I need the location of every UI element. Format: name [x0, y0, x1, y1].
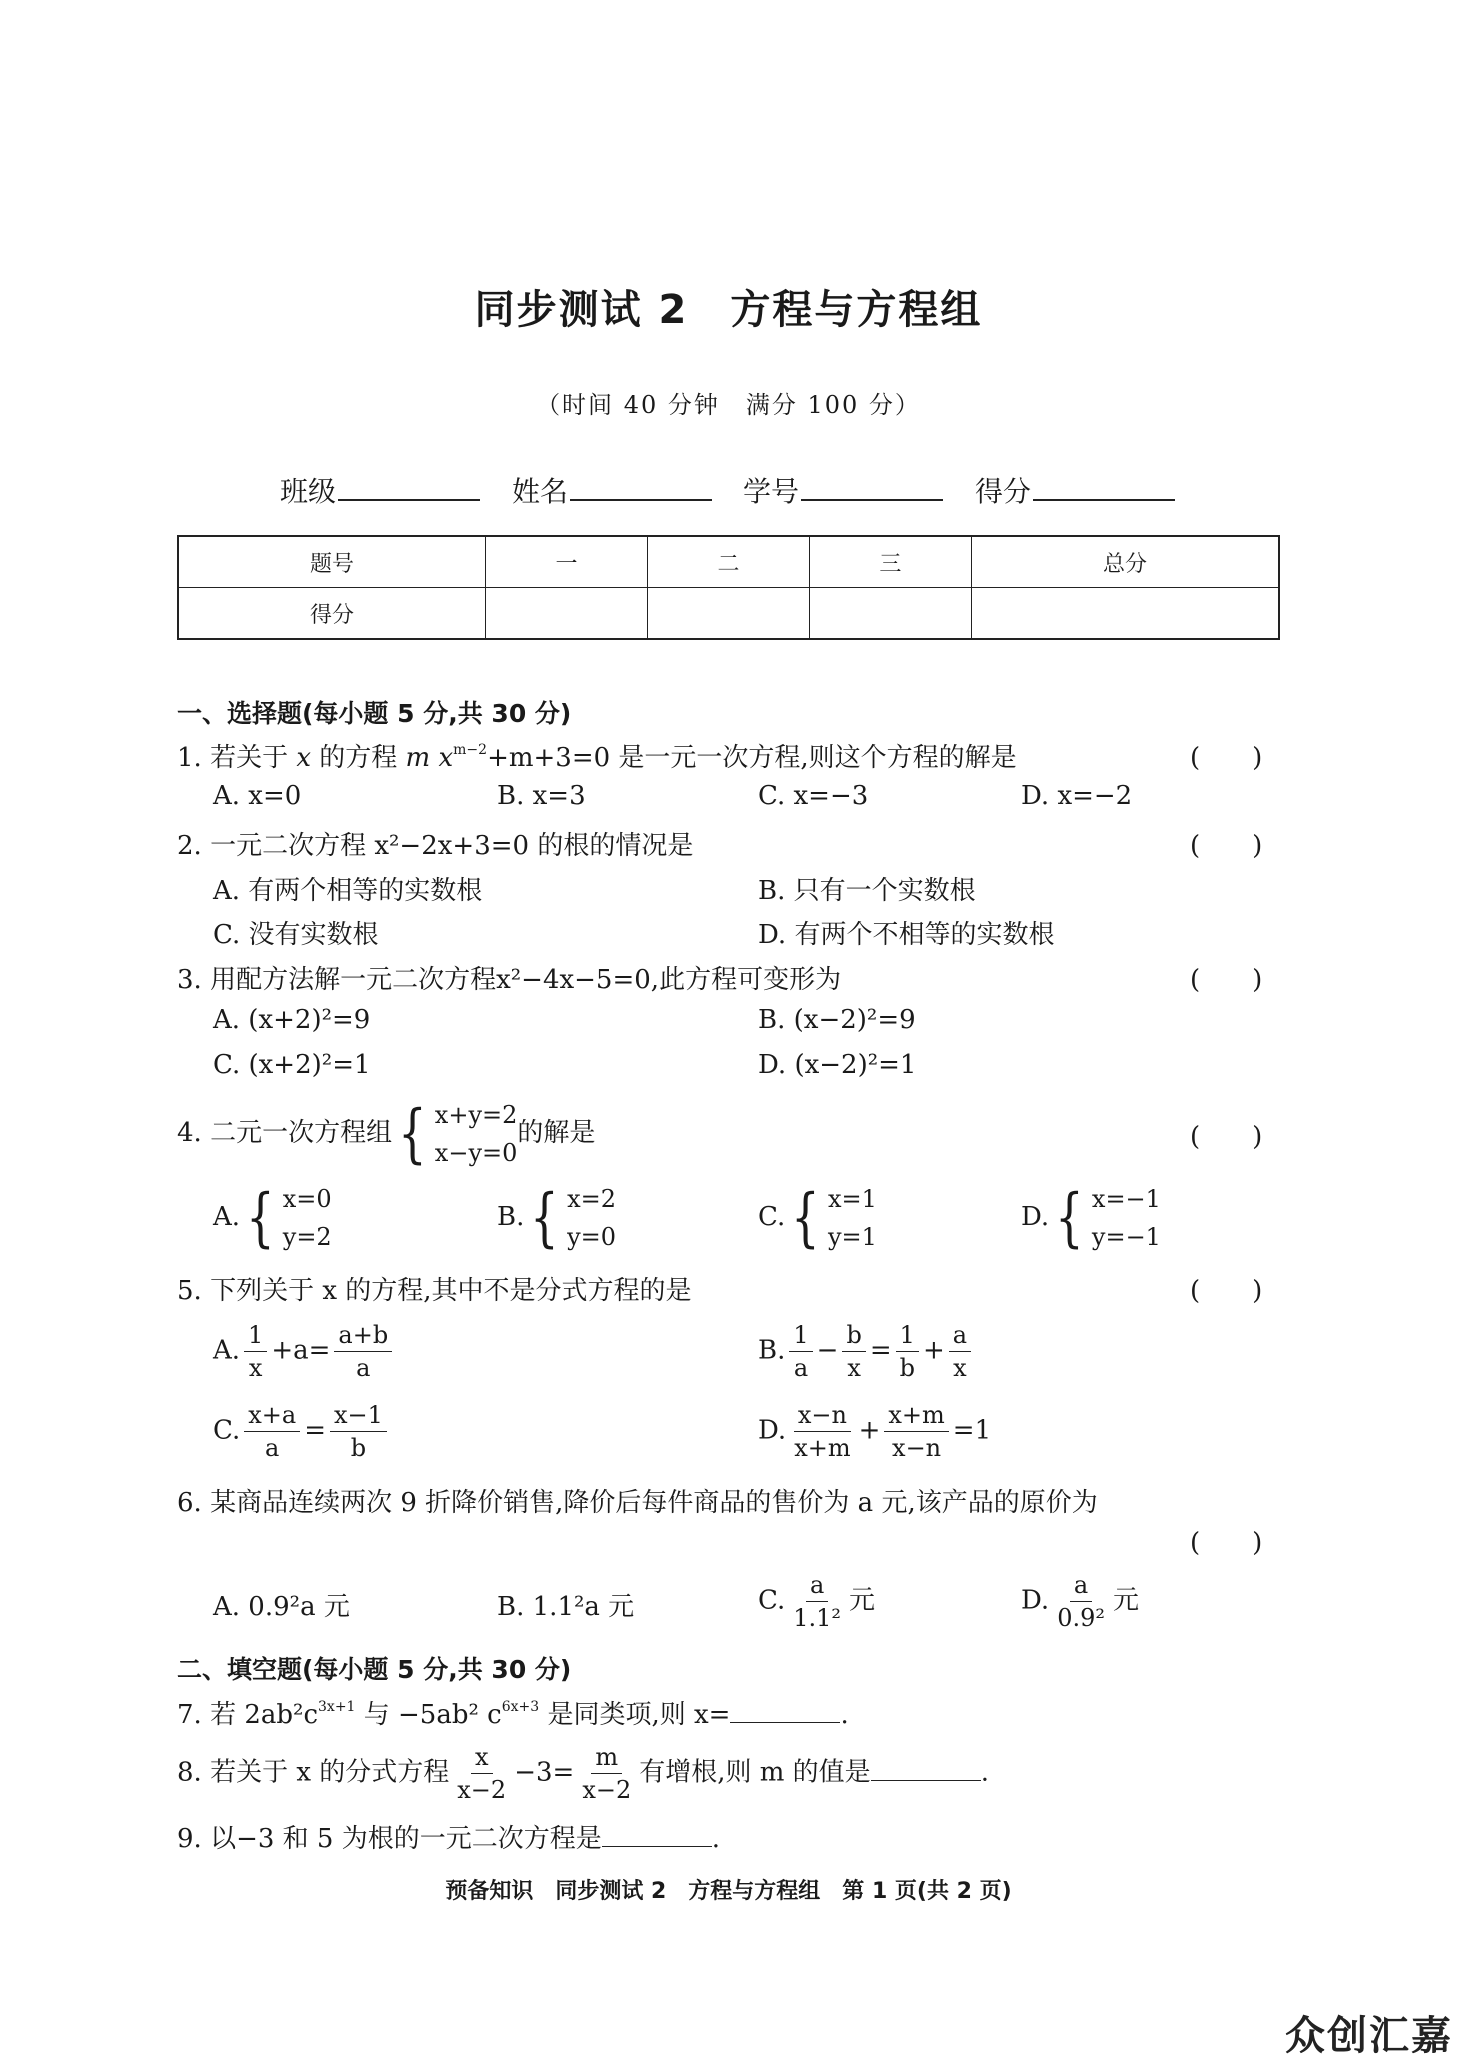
q4-option-d: D. { x=−1 y=−1 [1021, 1181, 1161, 1255]
q1-option-c: C. x=−3 [758, 781, 869, 811]
q5-option-a: A. $\frac{1}{x}$ +a= $\frac{a+b}{a}$ [213, 1320, 396, 1383]
q5-option-b: B. $\frac{1}{a}$ − $\frac{b}{x}$ = $\frac{1}{b}$ + $\frac{a}{x}$ [758, 1320, 975, 1383]
table-cell [971, 588, 1279, 640]
question-9: 9. 以−3 和 5 为根的一元二次方程是 . [177, 1824, 721, 1854]
q3-option-d: D. (x−2)²=1 [758, 1050, 917, 1080]
score-table-score-row [178, 588, 1279, 640]
q5-option-c: C. $\frac{x+a}{a}$ = $\frac{x-1}{b}$ [213, 1400, 391, 1463]
q6-option-b: B. 1.1²a 元 [497, 1592, 635, 1622]
score-field: 得分 [975, 470, 1175, 510]
q4-option-b: B. { x=2 y=0 [497, 1181, 617, 1255]
q4-option-a: A. { x=0 y=2 [213, 1181, 332, 1255]
table-cell: 题号 [178, 536, 486, 588]
q2-option-c: C. 没有实数根 [213, 920, 379, 950]
q2-option-d: D. 有两个不相等的实数根 [758, 920, 1055, 950]
answer-paren: ( ) [1190, 743, 1263, 773]
answer-paren: ( ) [1190, 1528, 1263, 1558]
question-2: 2. 一元二次方程 x²−2x+3=0 的根的情况是 [177, 831, 694, 861]
table-cell: 得分 [178, 588, 486, 640]
question-8: 8. 若关于 x 的分式方程 $\frac{x}{x-2}$ −3= $\frac{m}{x-2}$ 有增根,则 m 的值是 . [177, 1743, 989, 1804]
student-id-field: 学号 [743, 470, 943, 510]
question-7: 7. 若 $2ab^2c^{3x+1}$ 与 −5ab² $c^{6x+3}$ 是同类项,则 x= . [177, 1699, 849, 1730]
q3-option-a: A. (x+2)²=9 [213, 1005, 371, 1035]
answer-blank [871, 1779, 981, 1781]
q1-option-a: A. x=0 [213, 781, 302, 811]
table-cell [809, 588, 971, 640]
section-2-title: 二、填空题(每小题 5 分,共 30 分) [177, 1655, 572, 1684]
table-cell: 总分 [971, 536, 1279, 588]
answer-blank [730, 1721, 840, 1723]
answer-paren: ( ) [1190, 1276, 1263, 1306]
question-3: 3. 用配方法解一元二次方程x²−4x−5=0,此方程可变形为 [177, 965, 842, 995]
time-score-note: （时间 40 分钟 满分 100 分） [536, 391, 921, 419]
watermark-logo: 众创汇嘉 [1285, 2013, 1453, 2059]
q1-option-d: D. x=−2 [1021, 781, 1133, 811]
q6-option-d: D. $\frac{a}{\text{0.9²}}$ 元 [1021, 1571, 1139, 1632]
answer-paren: ( ) [1190, 965, 1263, 995]
question-6: 6. 某商品连续两次 9 折降价销售,降价后每件商品的售价为 a 元,该产品的原价为 [177, 1488, 1098, 1518]
answer-blank [602, 1845, 712, 1847]
table-cell [648, 588, 810, 640]
table-cell [486, 588, 648, 640]
score-table-header-row [178, 536, 1279, 588]
question-4: 4. 二元一次方程组 { x+y=2 x−y=0 的解是 [177, 1097, 596, 1171]
q3-option-c: C. (x+2)²=1 [213, 1050, 371, 1080]
page-footer: 预备知识 同步测试 2 方程与方程组 第 1 页(共 2 页) [445, 1879, 1012, 1904]
answer-paren: ( ) [1190, 1122, 1263, 1152]
q6-option-a: A. 0.9²a 元 [213, 1592, 350, 1622]
question-1: 1. 若关于 x 的方程 m $x^{m-2}+m+3=0$ 是一元一次方程,则这个方程的解是 [177, 742, 1017, 773]
table-cell: 二 [648, 536, 810, 588]
question-5: 5. 下列关于 x 的方程,其中不是分式方程的是 [177, 1276, 692, 1306]
table-cell: 三 [809, 536, 971, 588]
q5-option-d: D. $\frac{x-n}{x+m}$ + $\frac{x+m}{x-n}$ =1 [758, 1401, 992, 1462]
q3-option-b: B. (x−2)²=9 [758, 1005, 916, 1035]
page-title: 同步测试 2 方程与方程组 [474, 287, 983, 333]
table-cell: 一 [486, 536, 648, 588]
section-1-title: 一、选择题(每小题 5 分,共 30 分) [177, 699, 572, 728]
score-table [177, 535, 1280, 640]
class-field: 班级 [280, 470, 480, 510]
equation-system: { x+y=2 x−y=0 [398, 1097, 518, 1171]
q4-option-c: C. { x=1 y=1 [758, 1181, 877, 1255]
q2-option-b: B. 只有一个实数根 [758, 876, 976, 906]
q2-option-a: A. 有两个相等的实数根 [213, 876, 483, 906]
q1-option-b: B. x=3 [497, 781, 586, 811]
name-field: 姓名 [512, 470, 712, 510]
answer-paren: ( ) [1190, 831, 1263, 861]
q6-option-c: C. $\frac{a}{\text{1.1²}}$ 元 [758, 1571, 876, 1632]
